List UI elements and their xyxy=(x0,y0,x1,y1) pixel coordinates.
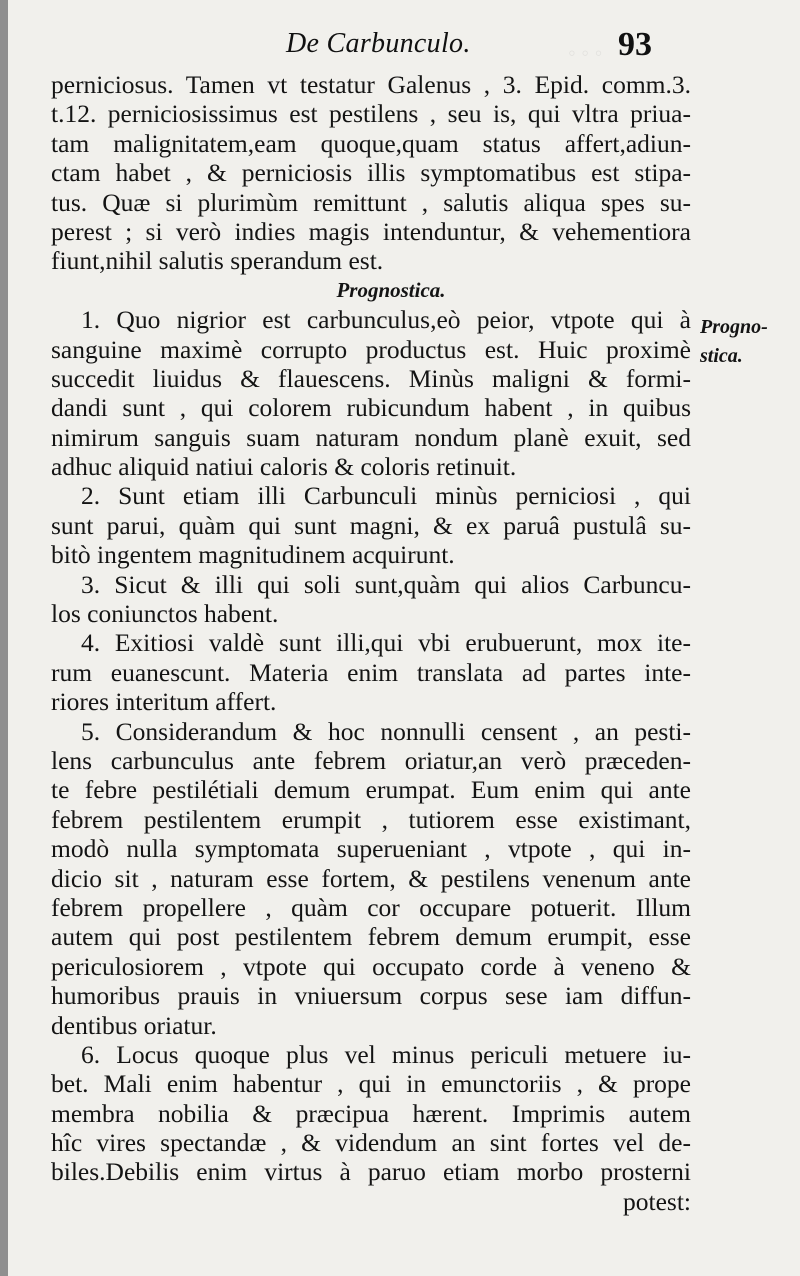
running-head: De Carbunculo. xyxy=(286,28,471,59)
text-line: hîc vires spectandæ , & videndum an sint fortes vel de- xyxy=(51,1128,691,1158)
text-line: sanguine maximè corrupto productus est. Huic proximè xyxy=(51,334,691,364)
text-line: 5. Considerandum & hoc nonnulli censent , an pesti- xyxy=(81,716,691,746)
text-line: humoribus prauis in vniuersum corpus sese iam diffun- xyxy=(51,981,691,1011)
text-line: fiunt,nihil salutis sperandum est. xyxy=(51,246,384,276)
text-line: tus. Quæ si plurimùm remittunt , salutis aliqua spes su- xyxy=(51,187,691,217)
text-line: ctam habet , & perniciosis illis symptomatibus est stipa- xyxy=(51,158,691,188)
text-line: perest ; si verò indies magis intenduntur, & vehementiora xyxy=(51,216,691,246)
margin-note xyxy=(700,313,768,371)
text-line: bet. Mali enim habentur , qui in emunctoriis , & prope xyxy=(51,1069,691,1099)
text-line: nimirum sanguis suam naturam nondum planè exuit, sed xyxy=(51,422,691,452)
text-line: bitò ingentem magnitudinem acquirunt. xyxy=(51,540,455,570)
text-line: sunt parui, quàm qui sunt magni, & ex paruâ pustulâ su- xyxy=(51,510,691,540)
text-line: 3. Sicut & illi qui soli sunt,quàm qui alios Carbuncu- xyxy=(81,569,691,599)
text-line: dicio sit , naturam esse fortem, & pestilens venenum ante xyxy=(51,863,691,893)
text-line: succedit liuidus & flauescens. Minùs maligni & formi- xyxy=(51,363,691,393)
text-line: 1. Quo nigrior est carbunculus,eò peior, vtpote qui à xyxy=(81,305,691,335)
text-line: febrem propellere , quàm cor occupare potuerit. Illum xyxy=(51,892,691,922)
text-line: febrem pestilentem erumpit , tutiorem esse existimant, xyxy=(51,804,691,834)
text-line: periculosiorem , vtpote qui occupato corde à veneno & xyxy=(51,951,691,981)
text-line: membra nobilia & præcipua hærent. Imprimis autem xyxy=(51,1098,691,1128)
page-body xyxy=(51,70,691,1216)
margin-note-line: Progno- xyxy=(700,316,768,338)
text-line: perniciosus. Tamen vt testatur Galenus , 3. Epid. comm.3. xyxy=(51,70,691,99)
text-line: autem qui post pestilentem febrem demum erumpit, esse xyxy=(51,922,691,952)
show-through-text: ◦ ◦ ◦ xyxy=(568,40,603,65)
text-line: dentibus oriatur. xyxy=(51,1010,217,1040)
text-line: 6. Locus quoque plus vel minus periculi metuere iu- xyxy=(81,1039,691,1069)
text-line: adhuc aliquid natiui caloris & coloris retinuit. xyxy=(51,452,517,482)
text-line: t.12. perniciosissimus est pestilens , seu is, qui vltra priua- xyxy=(51,99,691,129)
margin-note-line: stica. xyxy=(700,345,743,367)
page-header xyxy=(8,26,800,70)
text-line: los coniunctos habent. xyxy=(51,599,279,629)
text-line: 2. Sunt etiam illi Carbunculi minùs perniciosi , qui xyxy=(81,481,691,511)
text-line: rum euanescunt. Materia enim translata ad partes inte- xyxy=(51,657,691,687)
text-line: te febre pestilétiali demum erumpat. Eum enim qui ante xyxy=(51,775,691,805)
catchword: potest: xyxy=(623,1186,691,1216)
text-line: 4. Exitiosi valdè sunt illi,qui vbi erubuerunt, mox ite- xyxy=(81,628,691,658)
book-page xyxy=(8,0,800,1276)
text-line: biles.Debilis enim virtus à paruo etiam morbo prosterni xyxy=(51,1157,691,1187)
section-heading: Prognostica. xyxy=(336,277,446,302)
page-number: 93 xyxy=(618,26,652,63)
text-line: dandi sunt , qui colorem rubicundum habent , in quibus xyxy=(51,393,691,423)
text-line: lens carbunculus ante febrem oriatur,an verò præceden- xyxy=(51,745,691,775)
text-line: riores interitum affert. xyxy=(51,687,277,717)
text-line: modò nulla symptomata superueniant , vtpote , qui in- xyxy=(51,834,691,864)
text-line: tam malignitatem,eam quoque,quam status affert,adiun- xyxy=(51,128,691,158)
